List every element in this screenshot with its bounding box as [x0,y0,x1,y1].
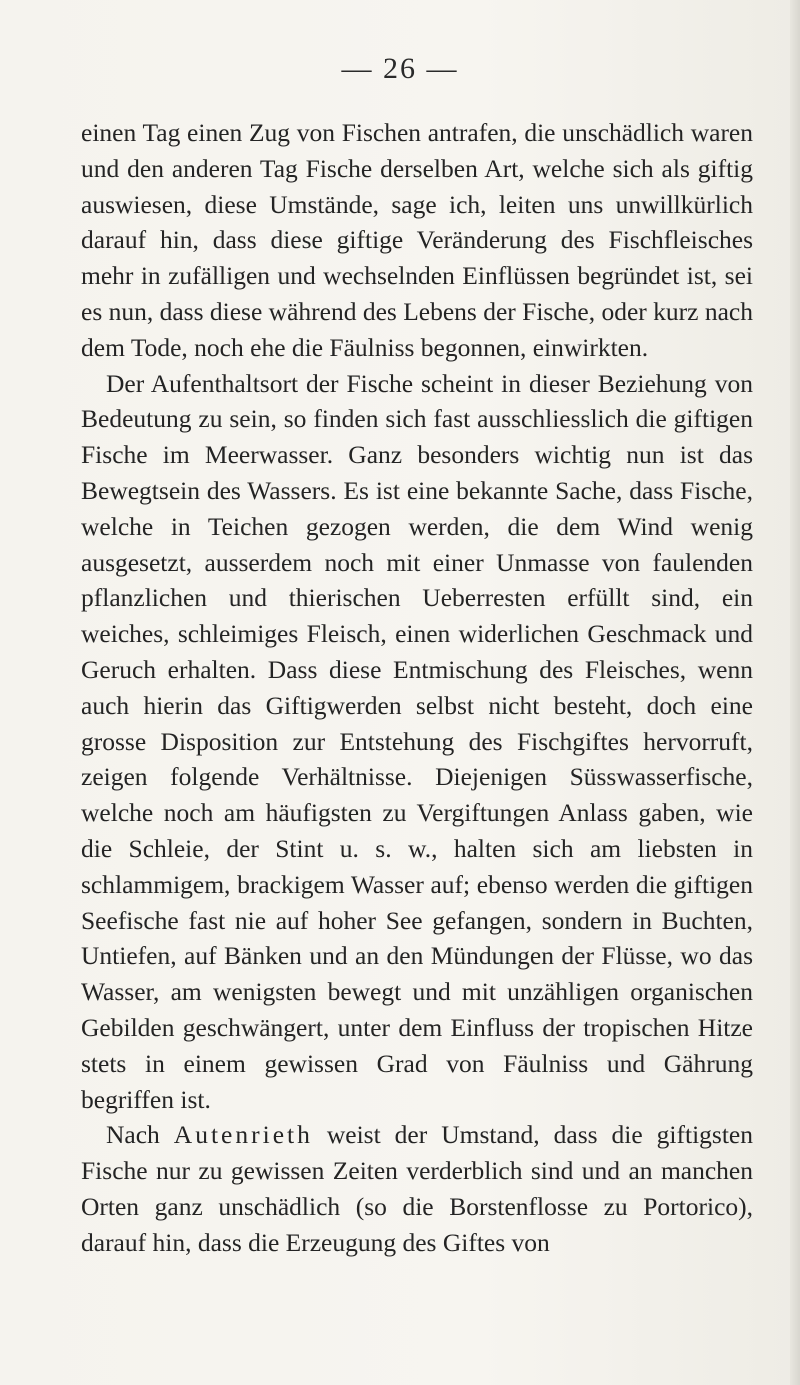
body-text [81,115,753,1261]
paragraph-3-lead: Nach [106,1120,160,1150]
author-name: Autenrieth [173,1120,313,1150]
paragraph-1: einen Tag einen Zug von Fischen antrafen, die unschädlich waren und den anderen Tag Fische derselben Art, welche sich als giftig auswiesen, diese Umstände, sage ich, leiten uns unwillkürlich darauf hin, dass diese giftige Veränderung des Fischfleisches mehr in zufälligen und wechselnden Einflüssen begründet ist, sei es nun, dass diese während des Lebens der Fische, oder kurz nach dem Tode, noch ehe die Fäulniss begonnen, einwirkten. [81,118,753,362]
paragraph-2: Der Aufenthaltsort der Fische scheint in dieser Beziehung von Bedeutung zu sein, so finden sich fast ausschliesslich die giftigen Fische im Meerwasser. Ganz besonders wichtig nun ist das Bewegtsein des Wassers. Es ist eine bekannte Sache, dass Fische, welche in Teichen gezogen werden, die dem Wind wenig ausgesetzt, ausserdem noch mit einer Unmasse von faulenden pflanzlichen und thierischen Ueberresten erfüllt sind, ein weiches, schleimiges Fleisch, einen widerlichen Geschmack und Geruch erhalten. Dass diese Entmischung des Fleisches, wenn auch hierin das Giftigwerden selbst nicht besteht, doch eine grosse Disposition zur Entstehung des Fischgiftes hervorruft, zeigen folgende Verhältnisse. Diejenigen Süsswasserfische, welche noch am häufigsten zu Vergiftungen Anlass gaben, wie die Schleie, der Stint u. s. w., halten sich am liebsten in schlammigem, brackigem Wasser auf; ebenso werden die giftigen Seefische fast nie auf hoher See gefangen, sondern in Buchten, Untiefen, auf Bänken und an den Mündungen der Flüsse, wo das Wasser, am wenigsten bewegt und mit unzähligen organischen Gebilden geschwängert, unter dem Einfluss der tropischen Hitze stets in einem gewissen Grad von Fäulniss und Gährung begriffen ist. [81,368,753,1114]
page-number: — 26 — [341,52,459,85]
paragraph-3-text: weist der Umstand, dass die giftigsten Fische nur zu gewissen Zeiten verderblich sind und an manchen Orten ganz unschädlich (so die Borstenflosse zu Portorico), darauf hin, dass die Erzeugung des Giftes von [81,1120,753,1257]
page-edge [790,0,800,1385]
paragraph-3 [81,1117,753,1260]
